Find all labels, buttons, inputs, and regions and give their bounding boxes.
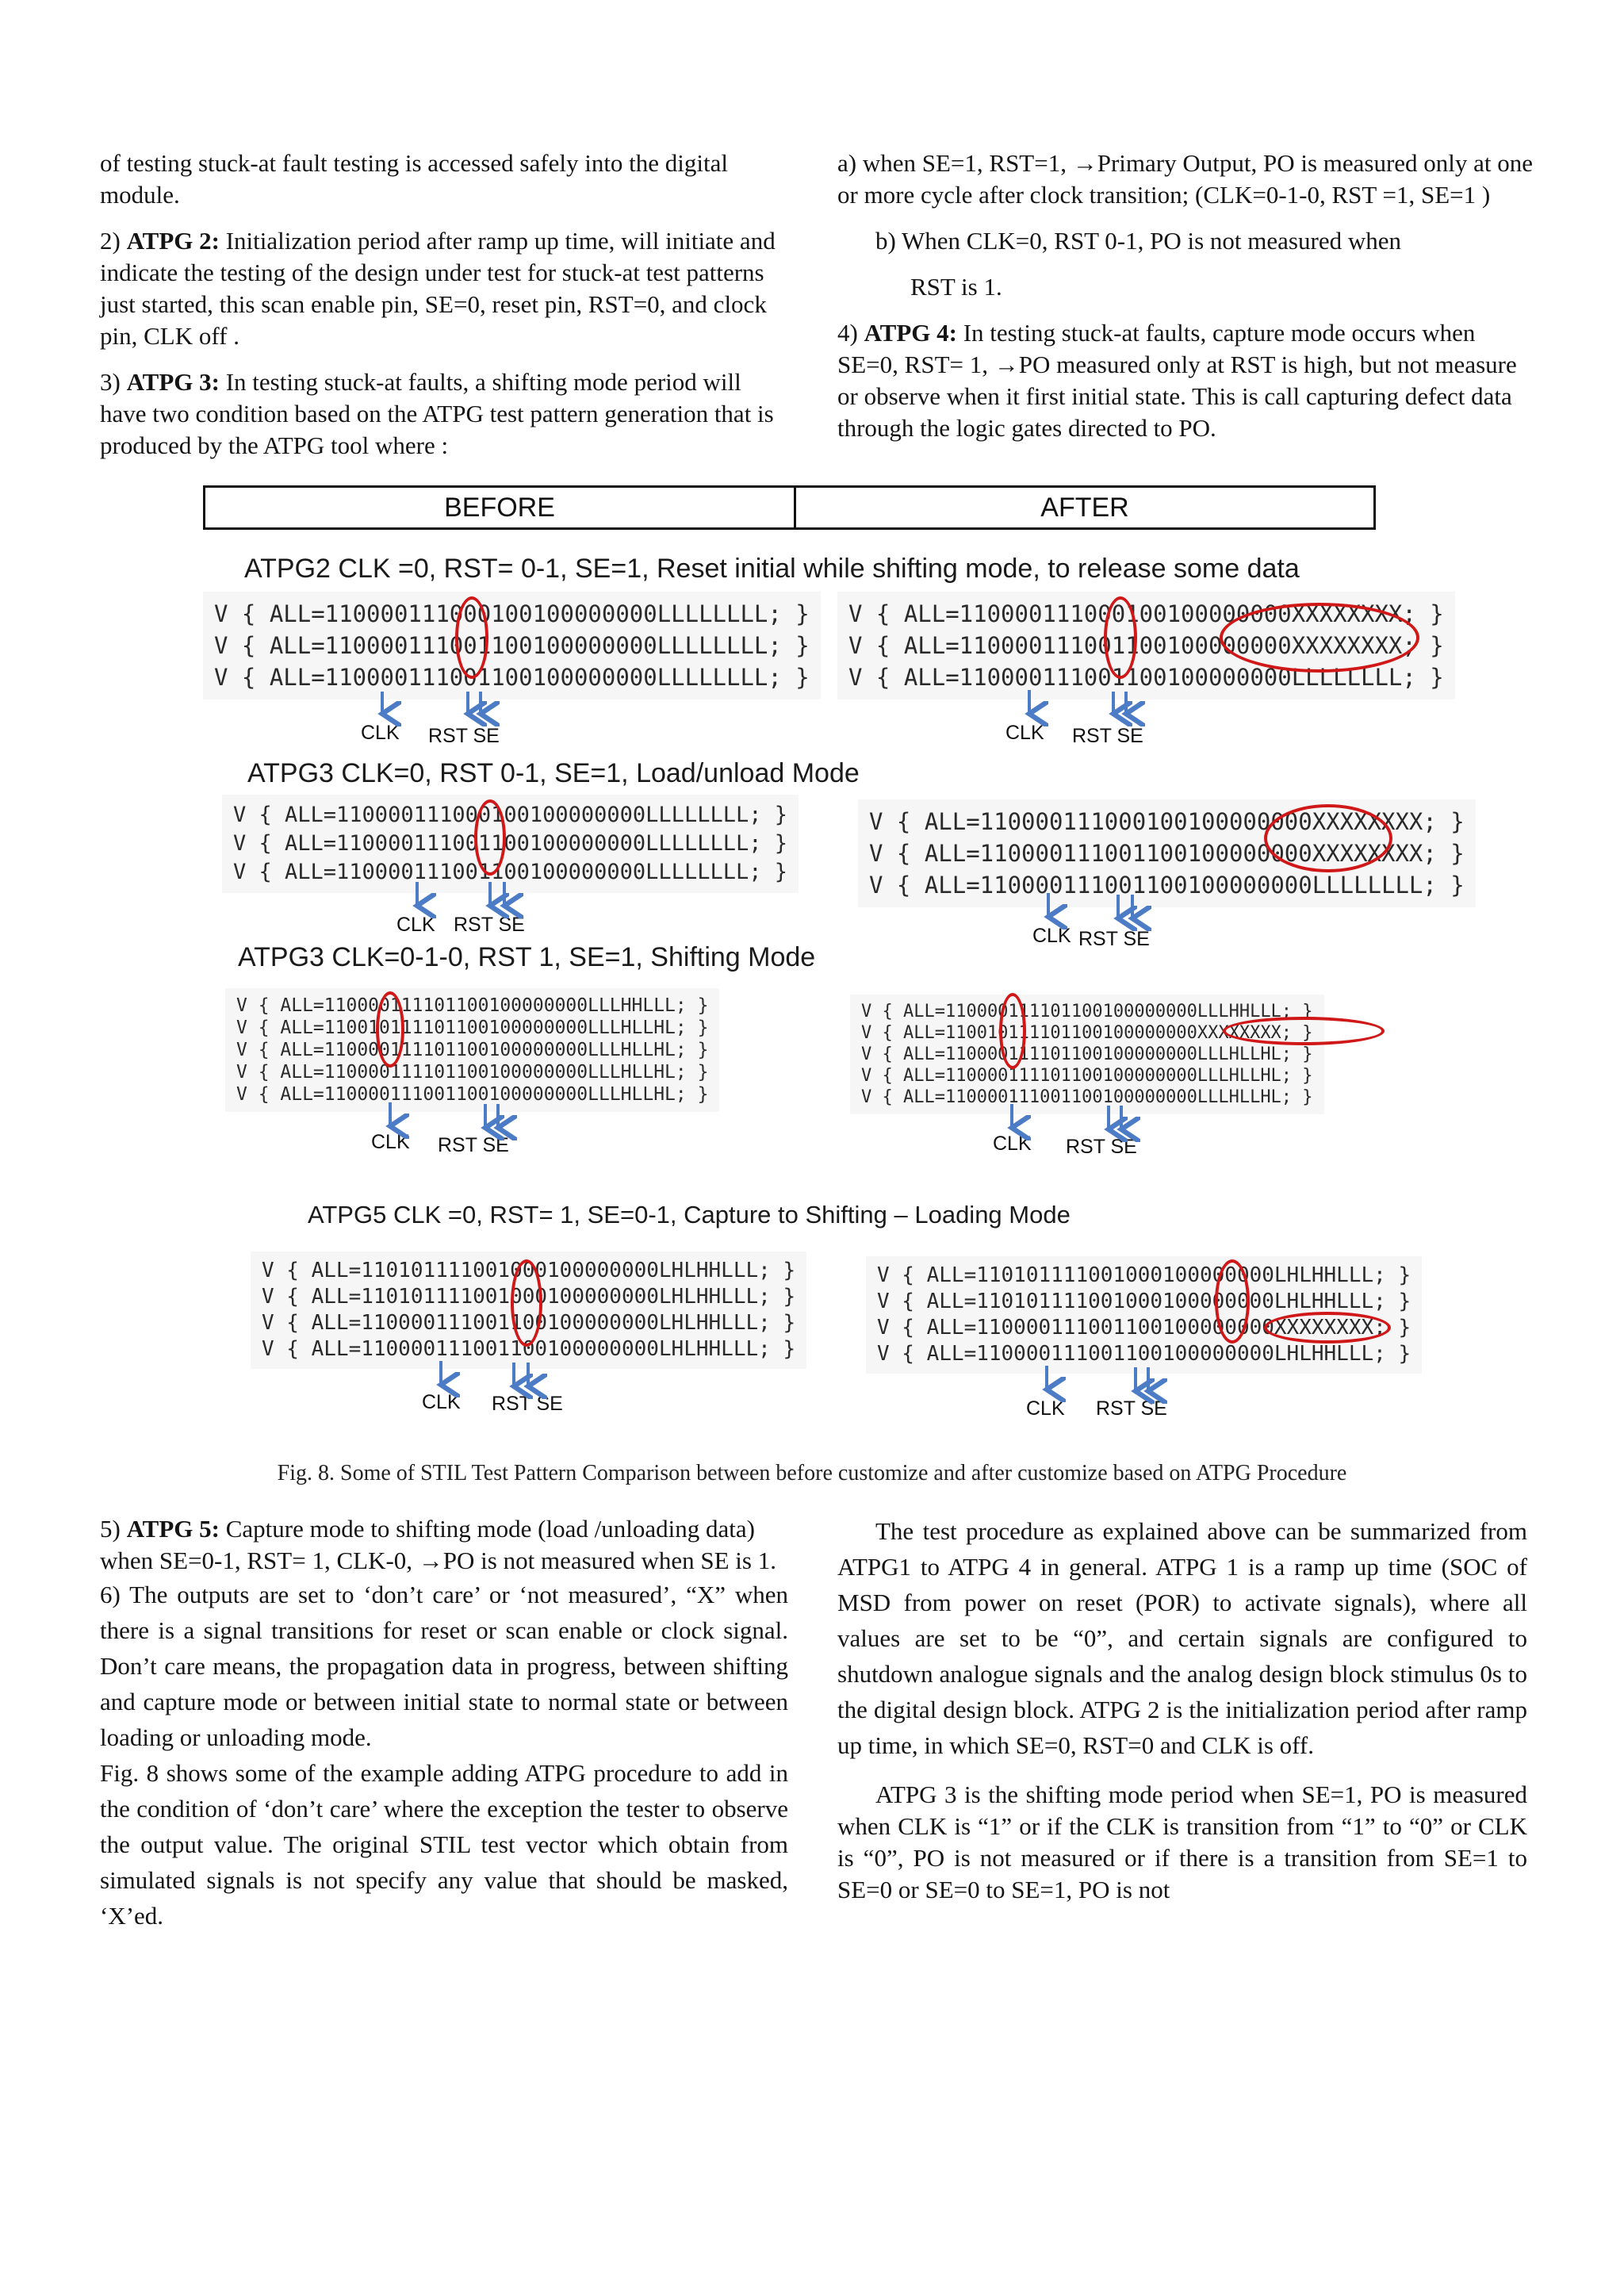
rst-se-label: RST SE bbox=[454, 914, 525, 936]
before-header: BEFORE bbox=[203, 485, 796, 530]
bottom-left-column bbox=[100, 1513, 788, 1934]
vector-line: V { ALL=110101111001000100000000LHLHHLLL; } bbox=[877, 1263, 1411, 1287]
clk-label: CLK bbox=[1026, 1397, 1065, 1420]
vector-line: V { ALL=110000111001100100000000LLLHLLHL; } bbox=[861, 1087, 1313, 1107]
paragraph-atpg4 bbox=[837, 317, 1535, 444]
vector-line: V { ALL=110000111101100100000000LLLHLLHL; } bbox=[861, 1045, 1313, 1064]
rst-se-label: RST SE bbox=[1078, 928, 1150, 950]
figure-section-title: ATPG5 CLK =0, RST= 1, SE=0-1, Capture to Shifting – Loading Mode bbox=[308, 1201, 1071, 1228]
clk-label: CLK bbox=[396, 914, 435, 936]
atpg4-text: In testing stuck-at faults, capture mode occurs when SE=0, RST= 1, →PO measured only at RST is high, but not measure or observe when it first initial state. This is call capturing defect data through the logic gates directed to PO. bbox=[837, 319, 1517, 442]
rst-se-label: RST SE bbox=[1072, 725, 1143, 747]
vector-line: V { ALL=110101111001000100000000LHLHHLLL; } bbox=[262, 1285, 796, 1309]
vector-line: V { ALL=110000111001100100000000XXXXXXXX; } bbox=[869, 840, 1465, 867]
list-number: 3) bbox=[100, 368, 127, 396]
paragraph-fig8-explanation: Fig. 8 shows some of the example adding ATPG procedure to add in the condition of ‘don’t care’ where the exception the tester to observe the output value. The original STIL test vector which obtain from simulated signals is not specify any value that should be masked, ‘X’ed. bbox=[100, 1759, 788, 1930]
bottom-right-column bbox=[837, 1513, 1527, 1906]
vector-line: V { ALL=110000111000100100000000XXXXXXXX; } bbox=[869, 808, 1465, 835]
condition-a: a) when SE=1, RST=1, →Primary Output, PO is measured only at one or more cycle after clock transition; (CLK=0-1-0, RST =1, SE=1 ) bbox=[837, 149, 1534, 209]
figure-caption: Fig. 8. Some of STIL Test Pattern Comparison between before customize and after customize based on ATPG Procedure bbox=[277, 1461, 1347, 1485]
vector-line: V { ALL=110000111101100100000000LLLHLLHL; } bbox=[861, 1066, 1313, 1086]
highlight-ring bbox=[999, 993, 1026, 1069]
top-right-column bbox=[837, 148, 1535, 444]
atpg2-heading: ATPG 2: bbox=[126, 227, 220, 255]
vector-line: V { ALL=110000111001100100000000LLLLLLLL; } bbox=[848, 664, 1444, 691]
vector-line: V { ALL=110000111000100100000000XXXXXXXX; } bbox=[848, 600, 1444, 627]
vector-line: V { ALL=110101111001000100000000LHLHHLLL; } bbox=[877, 1290, 1411, 1313]
clk-label: CLK bbox=[422, 1391, 461, 1413]
clk-label: CLK bbox=[993, 1133, 1032, 1155]
list-number: 5) bbox=[100, 1515, 127, 1543]
atpg4-heading: ATPG 4: bbox=[864, 319, 957, 347]
clk-label: CLK bbox=[1005, 722, 1044, 744]
condition-b-line2: RST is 1. bbox=[910, 273, 1002, 301]
highlight-ring bbox=[1215, 1259, 1250, 1343]
clk-label: CLK bbox=[1032, 925, 1071, 947]
atpg5-heading: ATPG 5: bbox=[126, 1515, 220, 1543]
figure-section-title: ATPG3 CLK=0, RST 0-1, SE=1, Load/unload Mode bbox=[247, 758, 860, 788]
atpg3-heading: ATPG 3: bbox=[126, 368, 220, 396]
paragraph-dont-care: 6) The outputs are set to ‘don’t care’ or ‘not measured’, “X” when there is a signal transitions for reset or scan enable or clock signal. Don’t care means, the propagation data in progress, between shifting and capture mode or between initial state to normal state or between loading or unloading mode. bbox=[100, 1581, 788, 1751]
vector-line: V { ALL=110000111001100100000000LHLHHLLL; } bbox=[262, 1311, 796, 1335]
list-number: 4) bbox=[837, 319, 864, 347]
vector-line: V { ALL=110000111001100100000000LLLLLLLL; } bbox=[214, 664, 810, 691]
highlight-ring bbox=[511, 1259, 542, 1347]
highlight-ring bbox=[1104, 596, 1137, 679]
vector-panel-before bbox=[222, 795, 799, 893]
list-number: 2) bbox=[100, 227, 127, 255]
atpg3-text: In testing stuck-at faults, a shifting mode period will have two condition based on the ATPG test pattern generation that is produced by the ATPG tool where : bbox=[100, 368, 774, 459]
highlight-ring bbox=[1264, 804, 1392, 872]
clk-label: CLK bbox=[371, 1131, 410, 1153]
vector-line: V { ALL=110000111000100100000000LLLLLLLL; } bbox=[214, 600, 810, 627]
vector-line: V { ALL=110000111001100100000000XXXXXXXX; } bbox=[848, 632, 1444, 659]
vector-line: V { ALL=110000111101100100000000LLLHHLLL; } bbox=[236, 995, 709, 1016]
vector-line: V { ALL=110000111001100100000000XXXXXXXX; } bbox=[877, 1316, 1411, 1340]
vector-line: V { ALL=110000111001100100000000LLLLLLLL; } bbox=[233, 831, 787, 856]
vector-line: V { ALL=110000111101100100000000LLLHHLLL; } bbox=[861, 1002, 1313, 1022]
rst-se-label: RST SE bbox=[438, 1134, 509, 1156]
highlight-ring bbox=[1223, 1017, 1385, 1045]
paragraph-continuation: of testing stuck-at fault testing is accessed safely into the digital module. bbox=[100, 149, 729, 209]
vector-line: V { ALL=110010111101100100000000XXXXXXXX; } bbox=[861, 1023, 1313, 1043]
rst-se-label: RST SE bbox=[1066, 1136, 1137, 1158]
vector-line: V { ALL=110000111101100100000000LLLHLLHL; } bbox=[236, 1040, 709, 1060]
vector-line: V { ALL=110000111101100100000000LLLHLLHL; } bbox=[236, 1062, 709, 1083]
atpg5-text: Capture mode to shifting mode (load /unloading data) when SE=0-1, RST= 1, CLK-0, →PO is not measured when SE is 1. bbox=[100, 1515, 776, 1574]
highlight-ring bbox=[455, 596, 488, 679]
after-header: AFTER bbox=[794, 485, 1376, 530]
vector-line: V { ALL=110000111001100100000000LHLHHLLL; } bbox=[877, 1342, 1411, 1366]
top-left-column bbox=[100, 148, 790, 462]
rst-se-label: RST SE bbox=[1096, 1397, 1167, 1420]
vector-panel-after bbox=[850, 995, 1324, 1114]
clk-label: CLK bbox=[361, 722, 400, 744]
vector-panel-before bbox=[203, 592, 821, 700]
figure-section-title: ATPG2 CLK =0, RST= 0-1, SE=1, Reset initial while shifting mode, to release some data bbox=[244, 554, 1300, 584]
highlight-ring bbox=[1220, 603, 1419, 673]
atpg2-text: Initialization period after ramp up time, will initiate and indicate the testing of the design under test for stuck-at test patterns just started, this scan enable pin, SE=0, reset pin, RST=0, and clock pin, CLK off . bbox=[100, 227, 776, 350]
vector-line: V { ALL=110101111001000100000000LHLHHLLL; } bbox=[262, 1259, 796, 1282]
highlight-ring bbox=[474, 799, 506, 876]
vector-line: V { ALL=110000111001100100000000LLLLLLLL; } bbox=[233, 860, 787, 884]
figure-section-title: ATPG3 CLK=0-1-0, RST 1, SE=1, Shifting Mode bbox=[238, 942, 816, 972]
rst-se-label: RST SE bbox=[428, 725, 500, 747]
rst-se-label: RST SE bbox=[492, 1393, 563, 1415]
vector-panel-before bbox=[225, 988, 719, 1112]
paragraph-atpg3 bbox=[100, 366, 790, 462]
condition-b-line1: b) When CLK=0, RST 0-1, PO is not measured when bbox=[875, 227, 1401, 255]
paragraph-summary: The test procedure as explained above can be summarized from ATPG1 to ATPG 4 in general. ATPG 1 is a ramp up time (SOC of MSD from power on reset (POR) to activate signals), where all values are set to be “0”, and certain signals are configured to shutdown analogue signals and the analog design block stimulus 0s to the digital design block. ATPG 2 is the initialization period after ramp up time, in which SE=0, RST=0 and CLK is off. bbox=[837, 1517, 1527, 1759]
vector-line: V { ALL=110010111101100100000000LLLHLLHL; } bbox=[236, 1018, 709, 1038]
vector-line: V { ALL=110000111001100100000000LLLLLLLL; } bbox=[214, 632, 810, 659]
paragraph-atpg5 bbox=[100, 1513, 788, 1577]
vector-line: V { ALL=110000111000100100000000LLLLLLLL; } bbox=[233, 803, 787, 827]
paragraph-atpg2 bbox=[100, 225, 790, 352]
paragraph-atpg3-shifting: ATPG 3 is the shifting mode period when SE=1, PO is measured when CLK is “1” or if the CLK is transition from “1” to “0” or CLK is “0”, PO is not measured or if there is a transition from SE=1 to SE=0 or SE=0 to SE=1, PO is not bbox=[837, 1780, 1527, 1903]
highlight-ring bbox=[1264, 1312, 1391, 1343]
highlight-ring bbox=[376, 991, 404, 1068]
vector-line: V { ALL=110000111001100100000000LLLLLLLL; } bbox=[869, 872, 1465, 899]
vector-line: V { ALL=110000111001100100000000LHLHHLLL; } bbox=[262, 1337, 796, 1361]
vector-line: V { ALL=110000111001100100000000LLLHLLHL; } bbox=[236, 1084, 709, 1105]
